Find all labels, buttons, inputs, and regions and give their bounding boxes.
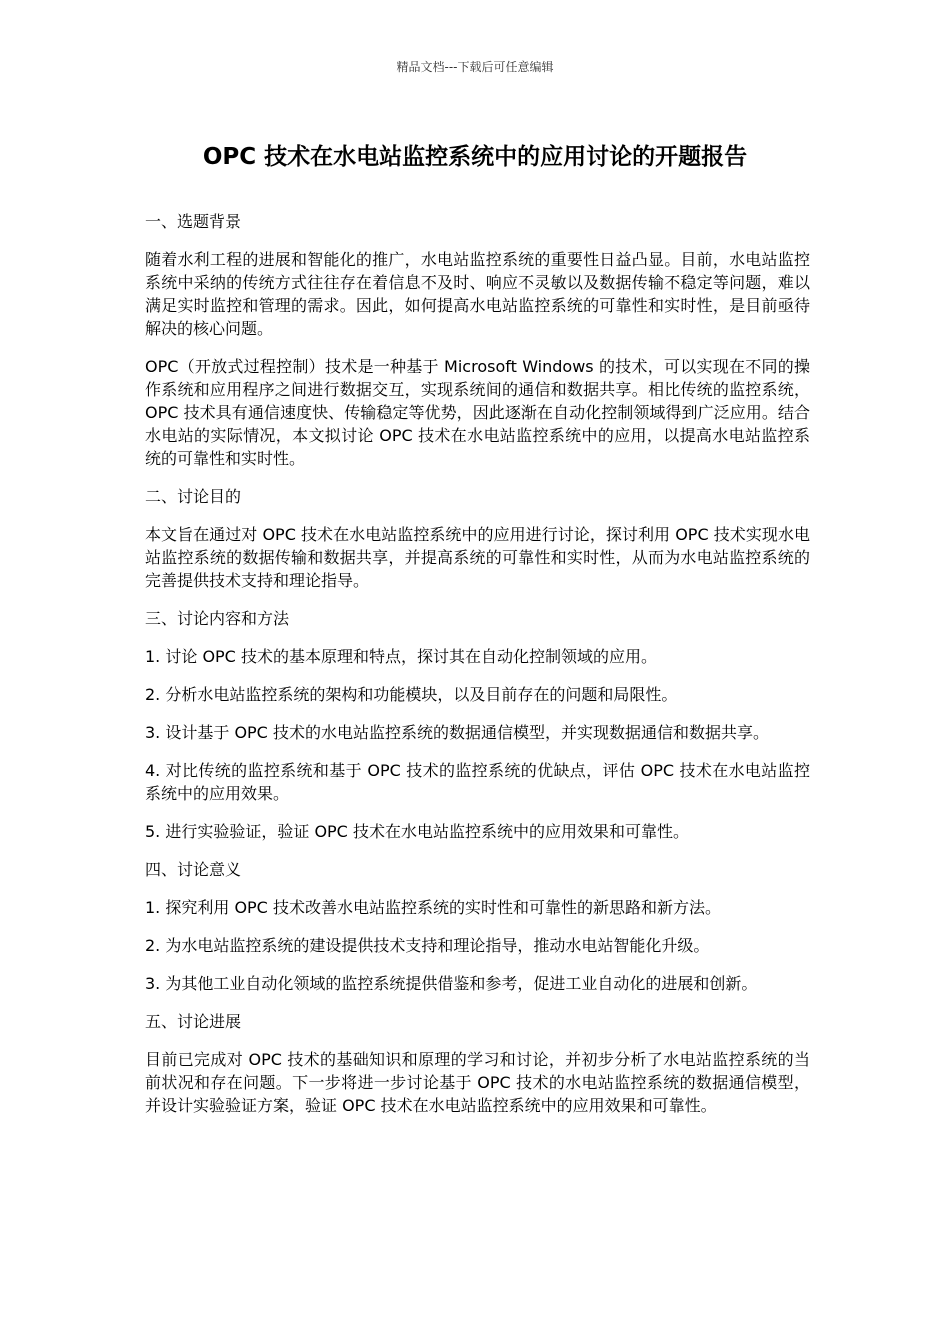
paragraph-purpose: 本文旨在通过对 OPC 技术在水电站监控系统中的应用进行讨论，探讨利用 OPC 技术实现水电站监控系统的数据传输和数据共享，并提高系统的可靠性和实时性，从而为水电站监控系统的完善提供技术支持和理论指导。 [145, 525, 810, 590]
section-heading-progress: 五、讨论进展 [145, 1012, 242, 1031]
list-item-significance-3: 3. 为其他工业自动化领域的监控系统提供借鉴和参考，促进工业自动化的进展和创新。 [145, 974, 758, 993]
list-item-method-1: 1. 讨论 OPC 技术的基本原理和特点，探讨其在自动化控制领域的应用。 [145, 647, 657, 666]
section-heading-background: 一、选题背景 [145, 212, 242, 231]
list-item-method-4: 4. 对比传统的监控系统和基于 OPC 技术的监控系统的优缺点，评估 OPC 技术在水电站监控系统中的应用效果。 [145, 761, 810, 803]
list-item-method-2: 2. 分析水电站监控系统的架构和功能模块，以及目前存在的问题和局限性。 [145, 685, 678, 704]
list-item-method-3: 3. 设计基于 OPC 技术的水电站监控系统的数据通信模型，并实现数据通信和数据共享。 [145, 723, 769, 742]
paragraph-progress: 目前已完成对 OPC 技术的基础知识和原理的学习和讨论，并初步分析了水电站监控系统的当前状况和存在问题。下一步将进一步讨论基于 OPC 技术的水电站监控系统的数据通信模型，并设计实验验证方案，验证 OPC 技术在水电站监控系统中的应用效果和可靠性。 [145, 1050, 810, 1115]
document-body [145, 210, 810, 1132]
paragraph-background-1: 随着水利工程的进展和智能化的推广，水电站监控系统的重要性日益凸显。目前，水电站监控系统中采纳的传统方式往往存在着信息不及时、响应不灵敏以及数据传输不稳定等问题，难以满足实时监控和管理的需求。因此，如何提高水电站监控系统的可靠性和实时性，是目前亟待解决的核心问题。 [145, 250, 810, 338]
section-heading-purpose: 二、讨论目的 [145, 487, 242, 506]
document-title: OPC 技术在水电站监控系统中的应用讨论的开题报告 [202, 144, 748, 170]
section-heading-content-method: 三、讨论内容和方法 [145, 609, 290, 628]
paragraph-background-2: OPC（开放式过程控制）技术是一种基于 Microsoft Windows 的技术，可以实现在不同的操作系统和应用程序之间进行数据交互，实现系统间的通信和数据共享。相比传统的监控系统，OPC 技术具有通信速度快、传输稳定等优势，因此逐渐在自动化控制领域得到广泛应用。结合水电站的实际情况，本文拟讨论 OPC 技术在水电站监控系统中的应用，以提高水电站监控系统的可靠性和实时性。 [145, 357, 810, 468]
section-heading-significance: 四、讨论意义 [145, 860, 242, 879]
page-header: 精品文档---下载后可任意编辑 [396, 60, 554, 74]
list-item-significance-2: 2. 为水电站监控系统的建设提供技术支持和理论指导，推动水电站智能化升级。 [145, 936, 710, 955]
list-item-significance-1: 1. 探究利用 OPC 技术改善水电站监控系统的实时性和可靠性的新思路和新方法。 [145, 898, 721, 917]
list-item-method-5: 5. 进行实验验证，验证 OPC 技术在水电站监控系统中的应用效果和可靠性。 [145, 822, 689, 841]
